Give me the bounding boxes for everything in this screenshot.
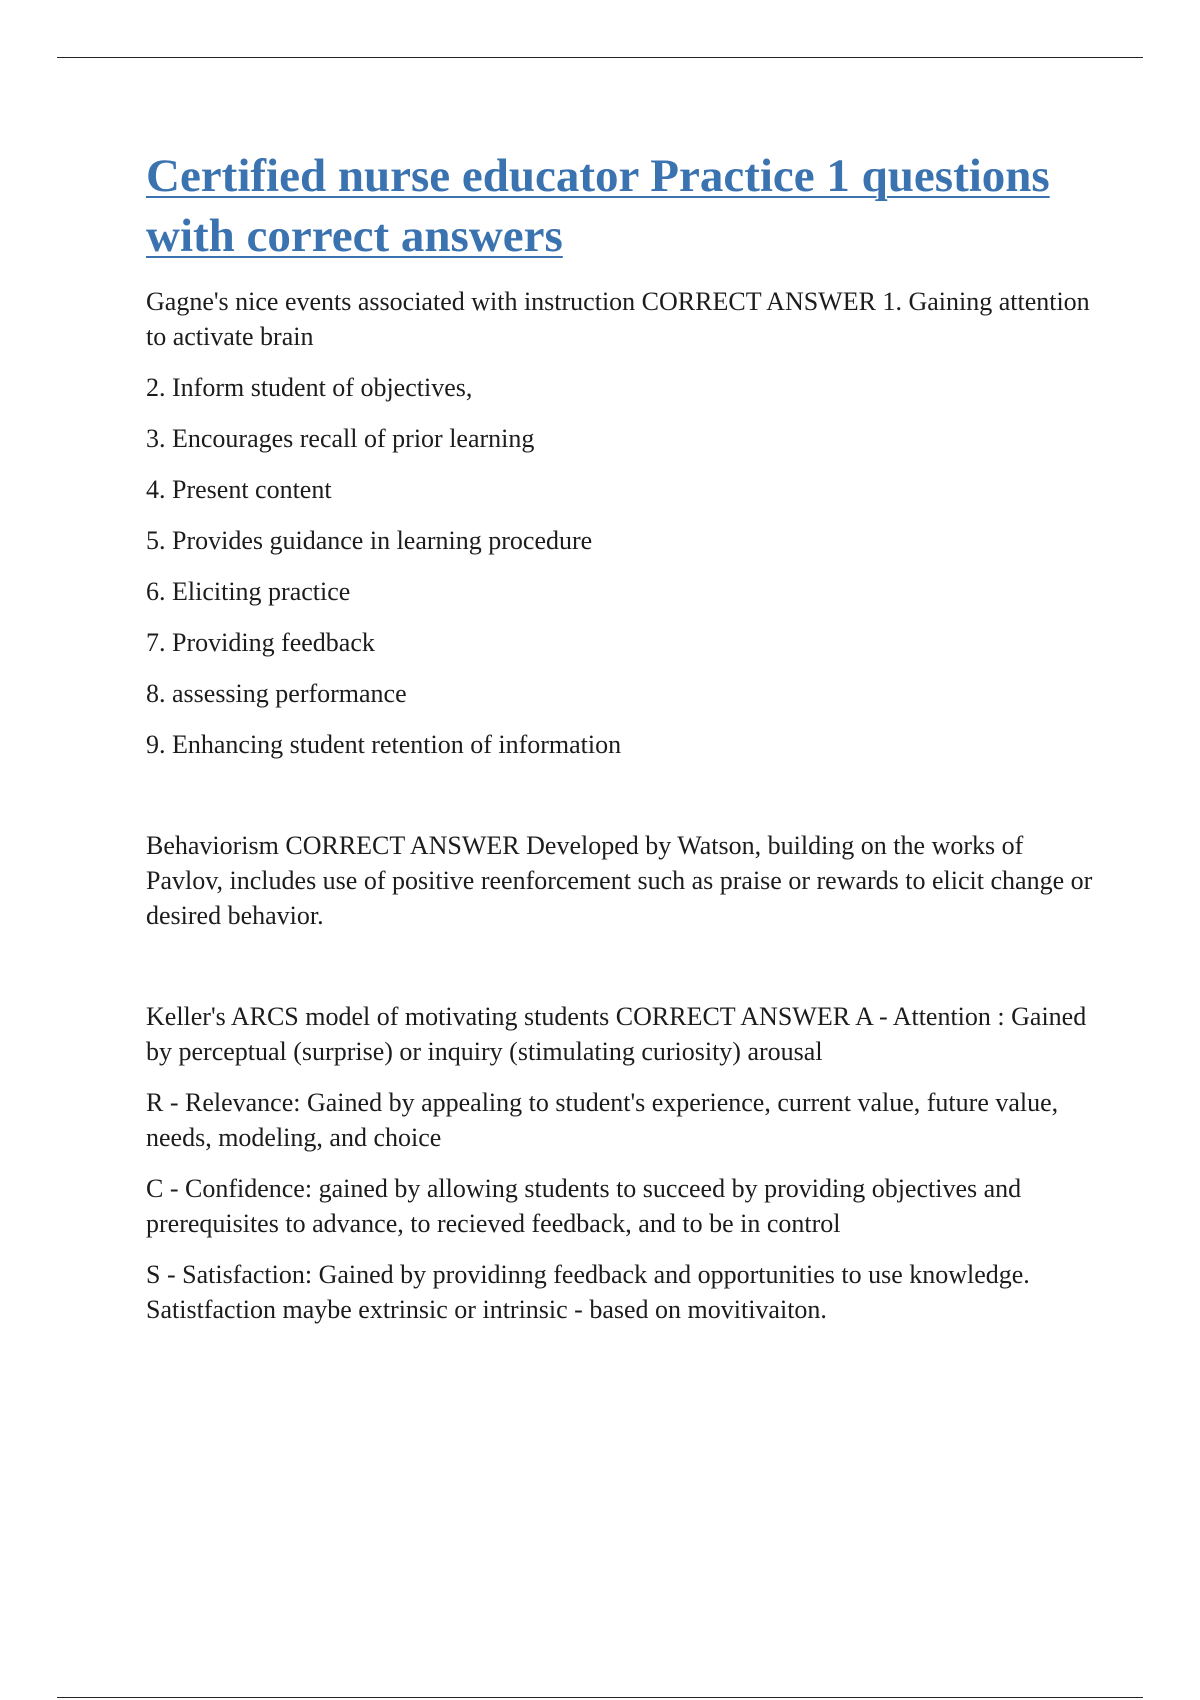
arcs-section: [146, 999, 1096, 1327]
behaviorism-paragraph: Behaviorism CORRECT ANSWER Developed by Watson, building on the works of Pavlov, includes use of positive reenforcement such as praise or rewards to elicit change or desired behavior.: [146, 831, 1093, 930]
gagne-section: [146, 284, 1096, 762]
bottom-divider: [57, 1697, 1143, 1698]
top-divider: [57, 57, 1143, 58]
arcs-confidence-paragraph: C - Confidence: gained by allowing students to succeed by providing objectives and prerequisites to advance, to recieved feedback, and to be in control: [146, 1174, 1022, 1238]
gagne-step-2: 2. Inform student of objectives,: [146, 373, 473, 402]
behaviorism-section: [146, 828, 1096, 933]
arcs-relevance-paragraph: R - Relevance: Gained by appealing to student's experience, current value, future value, needs, modeling, and choice: [146, 1088, 1059, 1152]
gagne-step-6: 6. Eliciting practice: [146, 577, 351, 606]
arcs-satisfaction-paragraph: S - Satisfaction: Gained by providinng feedback and opportunities to use knowledge. Satistfaction maybe extrinsic or intrinsic - based on movitivaiton.: [146, 1260, 1030, 1324]
gagne-step-3: 3. Encourages recall of prior learning: [146, 424, 535, 453]
gagne-step-7: 7. Providing feedback: [146, 628, 375, 657]
document-title[interactable]: Certified nurse educator Practice 1 questions with correct answers: [146, 150, 1050, 262]
gagne-step-4: 4. Present content: [146, 475, 332, 504]
arcs-attention-paragraph: Keller's ARCS model of motivating students CORRECT ANSWER A - Attention : Gained by perceptual (surprise) or inquiry (stimulating curiosity) arousal: [146, 1002, 1087, 1066]
gagne-step-8: 8. assessing performance: [146, 679, 407, 708]
gagne-step-5: 5. Provides guidance in learning procedure: [146, 526, 593, 555]
document-body: [146, 146, 1096, 1343]
gagne-intro-paragraph: Gagne's nice events associated with instruction CORRECT ANSWER 1. Gaining attention to activate brain: [146, 287, 1090, 351]
gagne-step-9: 9. Enhancing student retention of information: [146, 730, 622, 759]
